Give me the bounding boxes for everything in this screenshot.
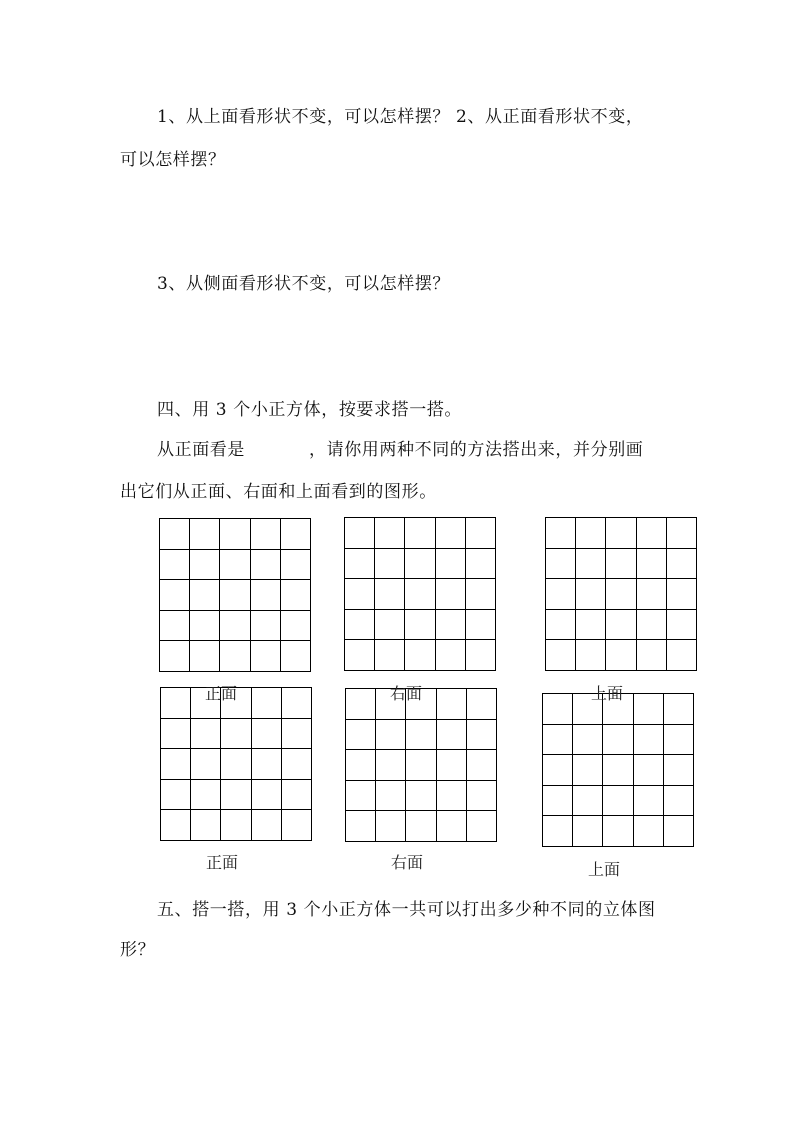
question-3-text: 3、从侧面看形状不变，可以怎样摆？: [157, 274, 451, 294]
section-5-question: 五、搭一搭，用 3 个小正方体一共可以打出多少种不同的立体图: [157, 900, 656, 920]
drawing-grid-top-1[interactable]: [545, 517, 697, 671]
grid-label-front-1: 正面: [205, 684, 238, 703]
drawing-grid-front-2[interactable]: [160, 684, 312, 841]
grid-label-top-2: 上面: [588, 860, 621, 879]
drawing-grid-top-2[interactable]: [542, 693, 694, 847]
question-1-2-text: 1、从上面看形状不变，可以怎样摆？ 2、从正面看形状不变，: [157, 107, 644, 127]
drawing-grid-right-2[interactable]: [345, 688, 497, 842]
instruction-part-2: ，请你用两种不同的方法搭出来，并分别画: [309, 440, 644, 460]
question-1-2-continuation: 可以怎样摆？: [120, 150, 226, 170]
section-4-instruction: [157, 440, 643, 460]
section-4-title: 四、用 3 个小正方体，按要求搭一搭。: [157, 400, 463, 420]
instruction-part-1: 从正面看是: [157, 440, 245, 460]
grid-label-front-2: 正面: [206, 853, 239, 872]
section-4-instruction-continuation: 出它们从正面、右面和上面看到的图形。: [120, 482, 437, 502]
grid-label-right-1: 右面: [390, 684, 423, 703]
grid-label-right-2: 右面: [391, 853, 424, 872]
drawing-grid-front-1[interactable]: [159, 518, 311, 672]
grid-label-top-1: 上面: [591, 684, 624, 703]
section-5-continuation: 形？: [120, 940, 156, 960]
drawing-grid-right-1[interactable]: [344, 517, 496, 671]
